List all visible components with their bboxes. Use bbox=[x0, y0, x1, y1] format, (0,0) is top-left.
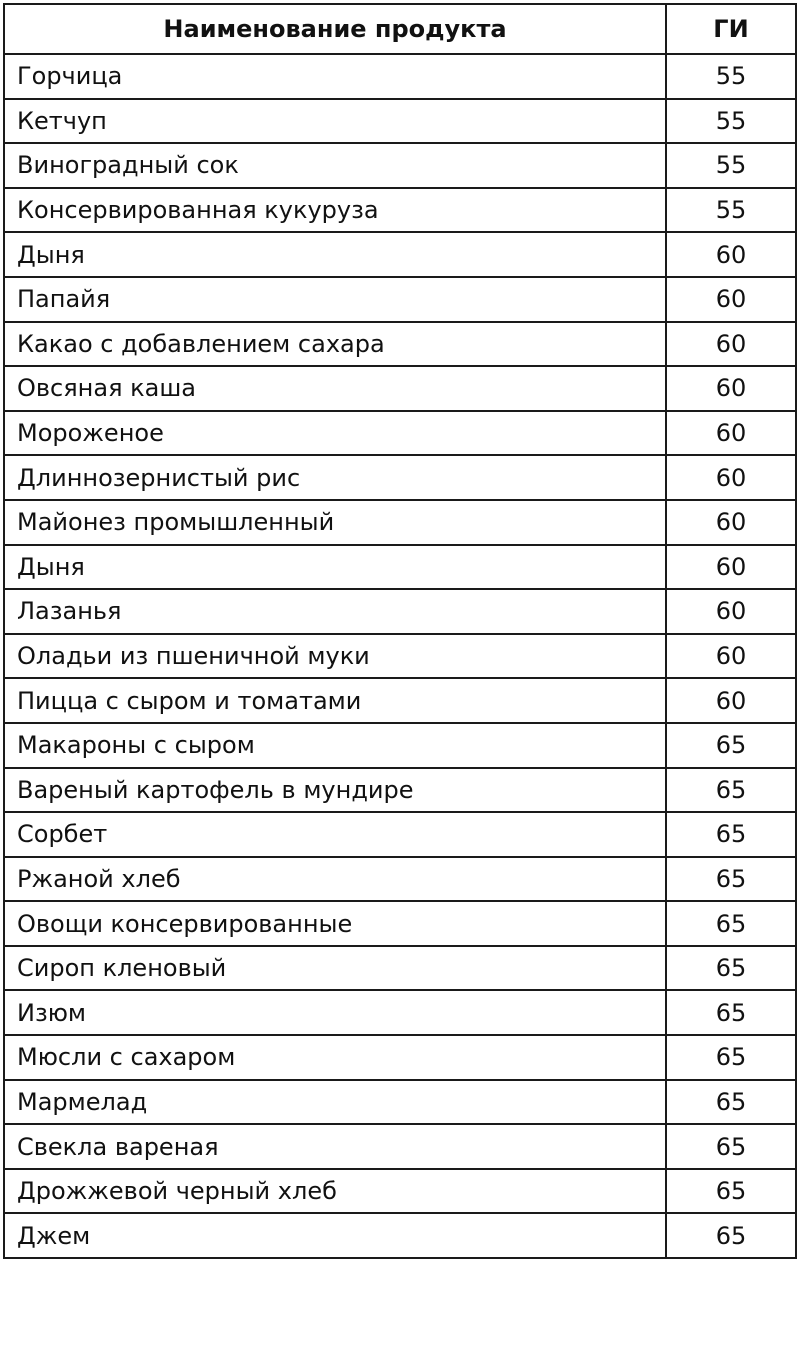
gi-value-cell: 60 bbox=[666, 366, 796, 411]
table-row bbox=[4, 54, 796, 99]
table-body bbox=[4, 54, 796, 1258]
product-name-cell: Макароны с сыром bbox=[4, 723, 666, 768]
gi-value-cell: 60 bbox=[666, 500, 796, 545]
table-row bbox=[4, 634, 796, 679]
gi-value-cell: 65 bbox=[666, 1124, 796, 1169]
gi-value-cell: 65 bbox=[666, 1169, 796, 1214]
product-name-cell: Дыня bbox=[4, 545, 666, 590]
table-row bbox=[4, 277, 796, 322]
gi-value-cell: 55 bbox=[666, 99, 796, 144]
table-row bbox=[4, 589, 796, 634]
table-row bbox=[4, 1080, 796, 1125]
gi-value-cell: 65 bbox=[666, 946, 796, 991]
table-row bbox=[4, 812, 796, 857]
gi-value-cell: 65 bbox=[666, 990, 796, 1035]
product-name-cell: Папайя bbox=[4, 277, 666, 322]
gi-value-cell: 65 bbox=[666, 1080, 796, 1125]
product-name-cell: Пицца с сыром и томатами bbox=[4, 678, 666, 723]
product-name-cell: Лазанья bbox=[4, 589, 666, 634]
product-name-cell: Виноградный сок bbox=[4, 143, 666, 188]
product-name-cell: Сорбет bbox=[4, 812, 666, 857]
product-name-cell: Мюсли с сахаром bbox=[4, 1035, 666, 1080]
gi-value-cell: 60 bbox=[666, 411, 796, 456]
gi-value-cell: 65 bbox=[666, 857, 796, 902]
gi-value-cell: 65 bbox=[666, 812, 796, 857]
gi-value-cell: 55 bbox=[666, 143, 796, 188]
table-row bbox=[4, 1213, 796, 1258]
product-name-cell: Горчица bbox=[4, 54, 666, 99]
gi-value-cell: 60 bbox=[666, 455, 796, 500]
gi-header: ГИ bbox=[666, 4, 796, 54]
product-name-cell: Дрожжевой черный хлеб bbox=[4, 1169, 666, 1214]
gi-value-cell: 60 bbox=[666, 322, 796, 367]
product-name-cell: Ржаной хлеб bbox=[4, 857, 666, 902]
product-name-cell: Мороженое bbox=[4, 411, 666, 456]
gi-value-cell: 60 bbox=[666, 232, 796, 277]
glycemic-index-table bbox=[3, 3, 797, 1259]
product-name-cell: Оладьи из пшеничной муки bbox=[4, 634, 666, 679]
table-row bbox=[4, 990, 796, 1035]
table-row bbox=[4, 188, 796, 233]
product-name-cell: Длиннозернистый рис bbox=[4, 455, 666, 500]
table-row bbox=[4, 455, 796, 500]
product-name-cell: Майонез промышленный bbox=[4, 500, 666, 545]
gi-value-cell: 60 bbox=[666, 678, 796, 723]
gi-value-cell: 55 bbox=[666, 54, 796, 99]
product-name-cell: Какао с добавлением сахара bbox=[4, 322, 666, 367]
table-row bbox=[4, 857, 796, 902]
table-row bbox=[4, 143, 796, 188]
table-row bbox=[4, 1169, 796, 1214]
table-row bbox=[4, 678, 796, 723]
gi-value-cell: 65 bbox=[666, 1213, 796, 1258]
table-row bbox=[4, 723, 796, 768]
table-row bbox=[4, 500, 796, 545]
product-name-cell: Консервированная кукуруза bbox=[4, 188, 666, 233]
table-row bbox=[4, 411, 796, 456]
product-name-cell: Кетчуп bbox=[4, 99, 666, 144]
product-name-cell: Дыня bbox=[4, 232, 666, 277]
table-row bbox=[4, 768, 796, 813]
product-name-cell: Джем bbox=[4, 1213, 666, 1258]
table-row bbox=[4, 901, 796, 946]
product-name-cell: Овощи консервированные bbox=[4, 901, 666, 946]
table-row bbox=[4, 1124, 796, 1169]
gi-value-cell: 65 bbox=[666, 1035, 796, 1080]
product-name-cell: Сироп кленовый bbox=[4, 946, 666, 991]
product-name-cell: Свекла вареная bbox=[4, 1124, 666, 1169]
table-row bbox=[4, 1035, 796, 1080]
product-name-cell: Изюм bbox=[4, 990, 666, 1035]
table-row bbox=[4, 366, 796, 411]
gi-value-cell: 60 bbox=[666, 277, 796, 322]
table-row bbox=[4, 545, 796, 590]
gi-value-cell: 60 bbox=[666, 545, 796, 590]
table-row bbox=[4, 322, 796, 367]
product-name-cell: Вареный картофель в мундире bbox=[4, 768, 666, 813]
table-header-row bbox=[4, 4, 796, 54]
gi-table-container bbox=[3, 3, 795, 1259]
table-row bbox=[4, 946, 796, 991]
gi-value-cell: 65 bbox=[666, 768, 796, 813]
gi-value-cell: 60 bbox=[666, 634, 796, 679]
product-name-header: Наименование продукта bbox=[4, 4, 666, 54]
gi-value-cell: 65 bbox=[666, 901, 796, 946]
table-row bbox=[4, 232, 796, 277]
product-name-cell: Овсяная каша bbox=[4, 366, 666, 411]
gi-value-cell: 65 bbox=[666, 723, 796, 768]
table-row bbox=[4, 99, 796, 144]
gi-value-cell: 55 bbox=[666, 188, 796, 233]
product-name-cell: Мармелад bbox=[4, 1080, 666, 1125]
gi-value-cell: 60 bbox=[666, 589, 796, 634]
